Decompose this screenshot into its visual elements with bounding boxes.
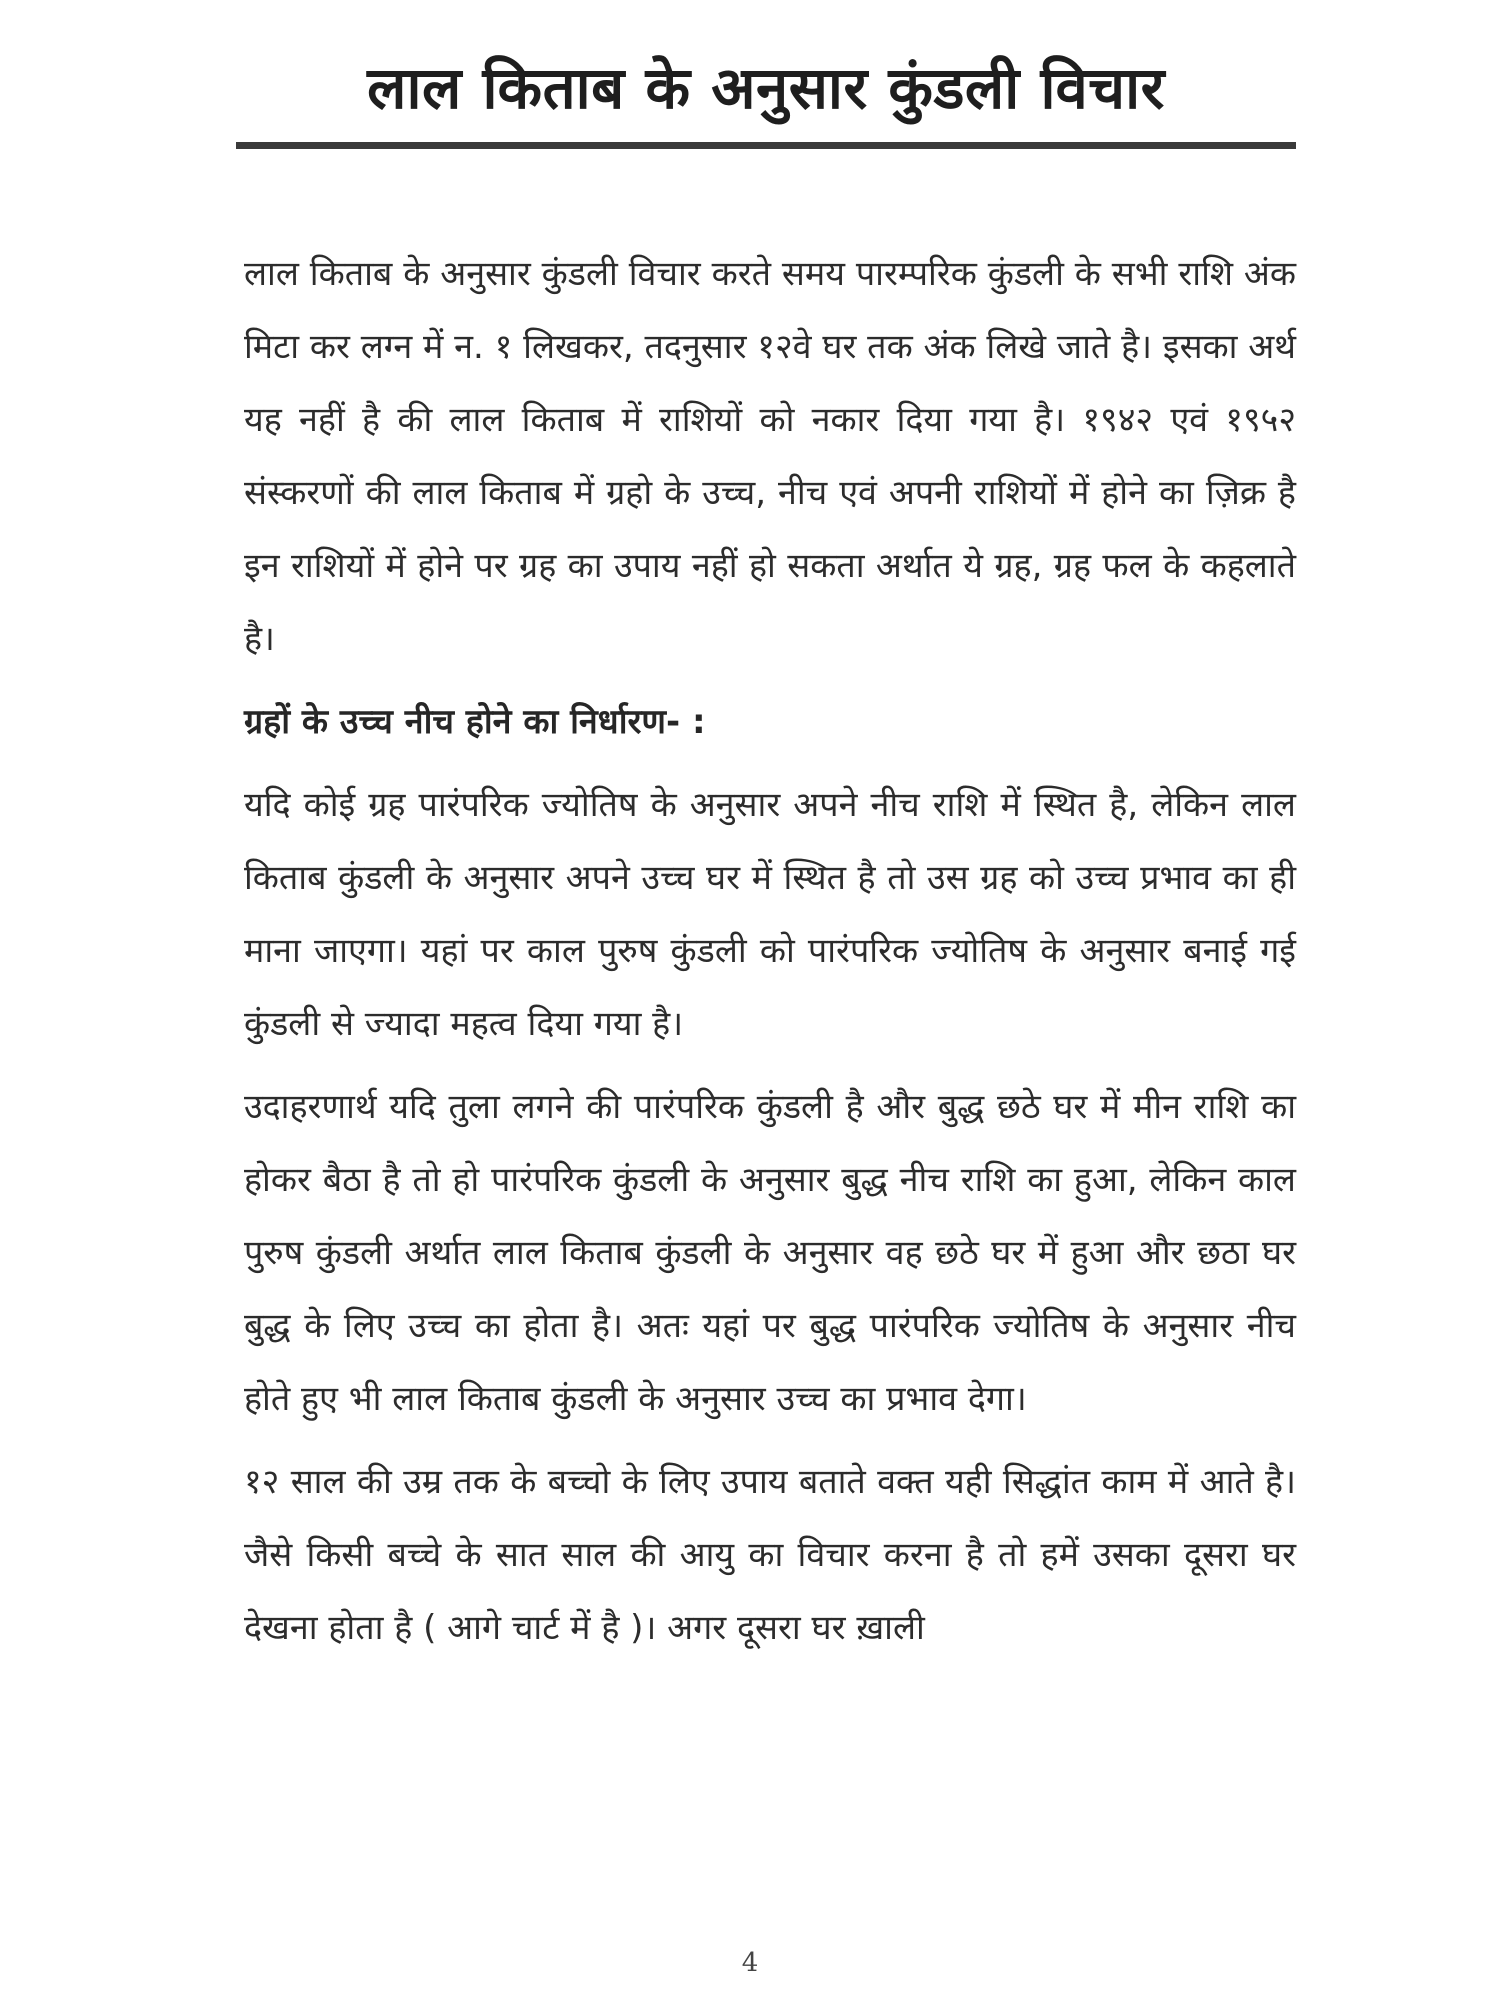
paragraph-rule: यदि कोई ग्रह पारंपरिक ज्योतिष के अनुसार अपने नीच राशि में स्थित है, लेकिन लाल किताब कुंडली के अनुसार अपने उच्च घर में स्थित है तो उस ग्रह को उच्च प्रभाव का ही माना जाएगा। यहां पर काल पुरुष कुंडली को पारंपरिक ज्योतिष के अनुसार बनाई गई कुंडली से ज्यादा महत्व दिया गया है।: [244, 785, 1296, 1044]
body-text: [244, 238, 1296, 1665]
page-number: 4: [741, 1948, 759, 1978]
paragraph-children: १२ साल की उम्र तक के बच्चो के लिए उपाय बताते वक्त यही सिद्धांत काम में आते है। जैसे किसी बच्चे के सात साल की आयु का विचार करना है तो हमें उसका दूसरा घर देखना होता है ( आगे चार्ट में है )। अगर दूसरा घर ख़ाली: [244, 1462, 1296, 1648]
section-heading: ग्रहों के उच्च नीच होने का निर्धारण- :: [244, 702, 706, 742]
paragraph-intro: लाल किताब के अनुसार कुंडली विचार करते समय पारम्परिक कुंडली के सभी राशि अंक मिटा कर लग्न में न. १ लिखकर, तदनुसार १२वे घर तक अंक लिखे जाते है। इसका अर्थ यह नहीं है की लाल किताब में राशियों को नकार दिया गया है। १९४२ एवं १९५२ संस्करणों की लाल किताब में ग्रहो के उच्च, नीच एवं अपनी राशियों में होने का ज़िक्र है इन राशियों में होने पर ग्रह का उपाय नहीं हो सकता अर्थात ये ग्रह, ग्रह फल के कहलाते है।: [244, 254, 1296, 659]
paragraph-example: उदाहरणार्थ यदि तुला लगने की पारंपरिक कुंडली है और बुद्ध छठे घर में मीन राशि का होकर बैठा है तो हो पारंपरिक कुंडली के अनुसार बुद्ध नीच राशि का हुआ, लेकिन काल पुरुष कुंडली अर्थात लाल किताब कुंडली के अनुसार वह छठे घर में हुआ और छठा घर बुद्ध के लिए उच्च का होता है। अतः यहां पर बुद्ध पारंपरिक ज्योतिष के अनुसार नीच होते हुए भी लाल किताब कुंडली के अनुसार उच्च का प्रभाव देगा।: [244, 1087, 1296, 1419]
page-title: लाल किताब के अनुसार कुंडली विचार: [367, 54, 1165, 122]
title-underline-rule: [236, 142, 1296, 149]
